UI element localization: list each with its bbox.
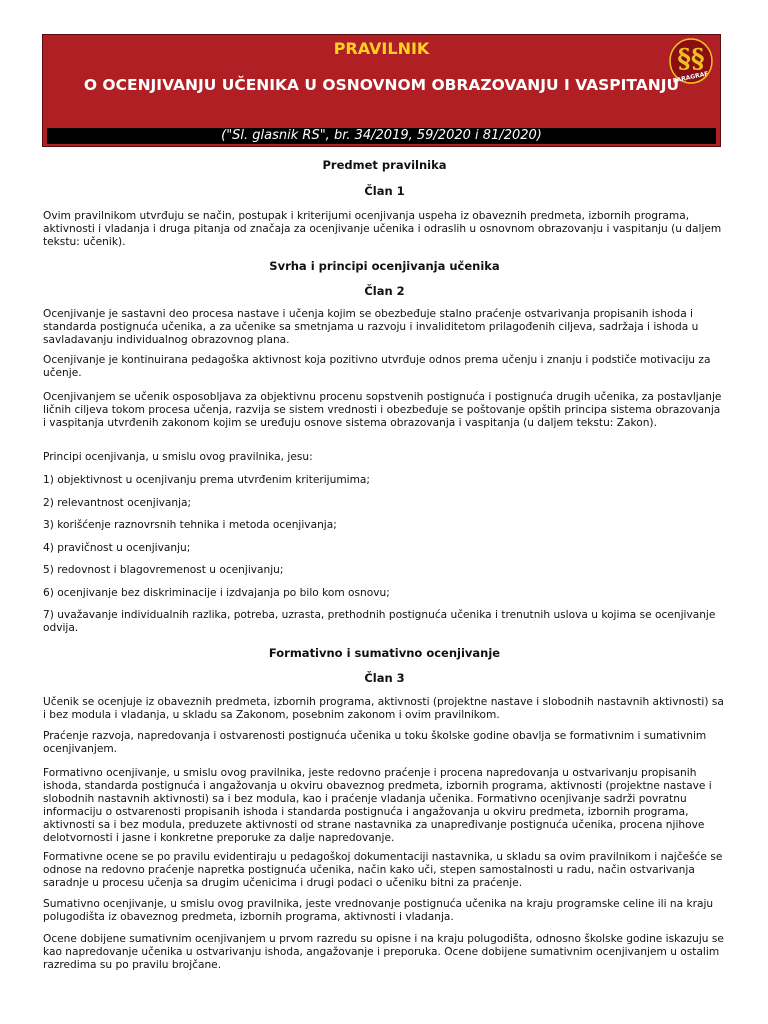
paragraph: Ovim pravilnikom utvrđuju se način, postupak i kriterijumi ocenjivanja uspeha iz obaveznih predmeta, izbornih programa, aktivnosti i vladanja i druga pitanja od značaja za ocenjivanje učenika i odraslih u osnovnom obrazovanju i vaspitanju (u daljem tekstu: učenik). bbox=[43, 210, 722, 248]
section-heading: Svrha i principi ocenjivanja učenika bbox=[269, 259, 500, 273]
list-item: 4) pravičnost u ocenjivanju; bbox=[43, 542, 191, 554]
list-item: 2) relevantnost ocenjivanja; bbox=[43, 497, 192, 509]
article-heading: Član 3 bbox=[364, 671, 405, 685]
section-heading: Formativno i sumativno ocenjivanje bbox=[268, 646, 501, 660]
list-item: 3) korišćenje raznovrsnih tehnika i metoda ocenjivanja; bbox=[43, 519, 337, 531]
paragraph: Formativne ocene se po pravilu evidentiraju u pedagoškoj dokumentaciji nastavnika, u skladu sa ovim pravilnikom i najčešće se odnose na redovno praćenje napretka postignuća učenika, način kako uči, stepen samostalnosti u radu, način ostvarivanja saradnje u procesu učenja sa drugim učenicima i drugi podaci o učeniku bitni za praćenje. bbox=[43, 851, 723, 889]
list-item: 6) ocenjivanje bez diskriminacije i izdvajanja po bilo kom osnovu; bbox=[43, 587, 390, 599]
article-heading: Član 2 bbox=[364, 284, 405, 298]
paragraf-logo-icon bbox=[668, 37, 714, 85]
section-heading: Predmet pravilnika bbox=[322, 158, 447, 172]
list-item: 7) uvažavanje individualnih razlika, potreba, uzrasta, prethodnih postignuća učenika i trenutnih uslova u kojima se ocenjivanje odvija. bbox=[43, 609, 716, 634]
svg-text:PARAGRAF: PARAGRAF bbox=[672, 70, 710, 85]
gazette-reference: ("Sl. glasnik RS", br. 34/2019, 59/2020 i 81/2020) bbox=[47, 128, 716, 144]
list-item: 1) objektivnost u ocenjivanju prema utvrđenim kriterijumima; bbox=[43, 474, 370, 486]
article-heading: Član 1 bbox=[364, 184, 405, 198]
paragraph: Principi ocenjivanja, u smislu ovog pravilnika, jesu: bbox=[43, 451, 313, 463]
paragraph: Sumativno ocenjivanje, u smislu ovog pravilnika, jeste vrednovanje postignuća učenika na kraju programske celine ili na kraju polugodišta iz obaveznog predmeta, izbornih programa, aktivnosti i vladanja. bbox=[43, 898, 714, 923]
paragraph: Učenik se ocenjuje iz obaveznih predmeta, izbornih programa, aktivnosti (projektne nastave i slobodnih nastavnih aktivnosti) sa i bez modula i vladanja, u skladu sa Zakonom, posebnim zakonom i ovim pravilnikom. bbox=[43, 696, 724, 721]
paragraph: Praćenje razvoja, napredovanja i ostvarenosti postignuća učenika u toku školske godine obavlja se formativnim i sumativnim ocenjivanjem. bbox=[43, 730, 707, 755]
list-item: 5) redovnost i blagovremenost u ocenjivanju; bbox=[43, 564, 284, 576]
paragraph: Formativno ocenjivanje, u smislu ovog pravilnika, jeste redovno praćenje i procena napredovanja u ostvarivanju propisanih ishoda, standarda postignuća i angažovanja u okviru obaveznog predmeta, izbornih programa, aktivnosti (projektne nastave i slobodnih nastavnih aktivnosti) sa i bez modula, kao i praćenje vladanja učenika. Formativno ocenjivanje sadrži povratnu informaciju o ostvarenosti propisanih ishoda i standarda postignuća i angažovanja u okviru predmeta, izbornih programa, aktivnosti sa i bez modula, preduzete aktivnosti od strane nastavnika za unapređivanje postignuća učenika, procena njihove delotvornosti i jasne i konkretne preporuke za dalje napredovanje. bbox=[43, 767, 712, 844]
paragraph: Ocenjivanje je kontinuirana pedagoška aktivnost koja pozitivno utvrđuje odnos prema učenju i znanju i podstiče motivaciju za učenje. bbox=[43, 354, 711, 379]
document-header bbox=[42, 34, 721, 147]
document-subtitle: O OCENJIVANJU UČENIKA U OSNOVNOM OBRAZOVANJU I VASPITANJU bbox=[83, 76, 680, 94]
svg-text:§§: §§ bbox=[677, 44, 705, 74]
paragraph: Ocene dobijene sumativnim ocenjivanjem u prvom razredu su opisne i na kraju polugodišta, odnosno školske godine iskazuju se kao napredovanje učenika u ostvarivanju ishoda, angažovanje i preporuka. Ocene dobijene sumativnim ocenjivanjem u ostalim razredima su po pravilu brojčane. bbox=[43, 933, 724, 971]
paragraph: Ocenjivanjem se učenik osposobljava za objektivnu procenu sopstvenih postignuća i postignuća drugih učenika, za postavljanje ličnih ciljeva tokom procesa učenja, razvija se sistem vrednosti i obezbeđuje se poštovanje opštih principa sistema obrazovanja i vaspitanja utvrđenih zakonom kojim se uređuju osnove sistema obrazovanja i vaspitanja (u daljem tekstu: Zakon). bbox=[43, 391, 722, 429]
paragraph: Ocenjivanje je sastavni deo procesa nastave i učenja kojim se obezbeđuje stalno praćenje ostvarivanja propisanih ishoda i standarda postignuća učenika, a za učenike sa smetnjama u razvoju i invaliditetom prilagođenih ciljeva, sadržaja i ishoda u savladavanju individualnog obrazovnog plana. bbox=[43, 308, 699, 346]
document-title: PRAVILNIK bbox=[333, 39, 430, 58]
